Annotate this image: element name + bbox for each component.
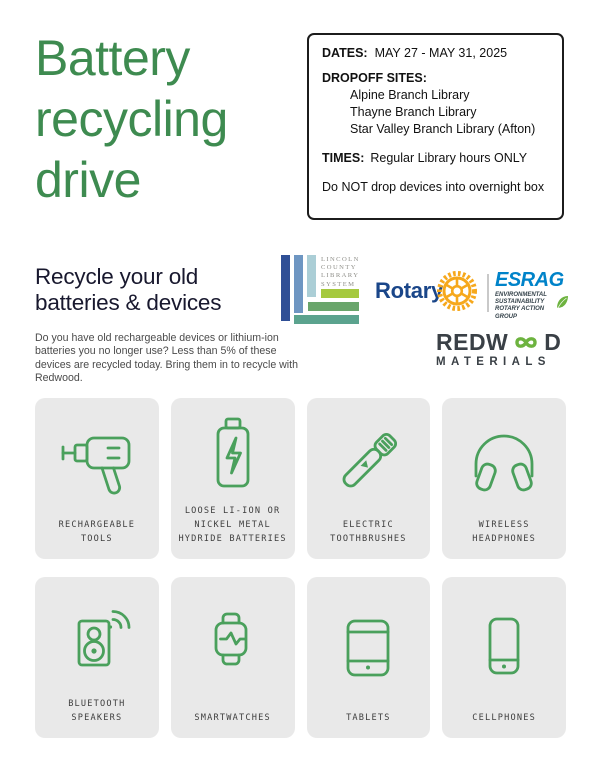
redwood-wordmark xyxy=(436,329,568,354)
logo-divider xyxy=(487,274,489,312)
device-card-label: BLUETOOTH SPEAKERS xyxy=(68,699,126,723)
toothbrush-icon xyxy=(326,406,410,518)
battery-icon xyxy=(191,406,275,504)
dropoff-site: Thayne Branch Library xyxy=(350,105,477,119)
esrag-logo xyxy=(495,269,569,321)
overnight-box-note: Do NOT drop devices into overnight box xyxy=(322,180,545,194)
library-logo-bar xyxy=(308,302,359,311)
event-info-box xyxy=(307,33,564,220)
page-title-line: Battery xyxy=(35,30,190,86)
headphones-icon xyxy=(462,406,546,518)
esrag-subtitle-line: SUSTAINABILITY xyxy=(495,299,545,306)
library-logo-bar xyxy=(281,255,290,321)
dropoff-sites-label: DROPOFF SITES: xyxy=(322,71,427,85)
device-card-label: SMARTWATCHES xyxy=(194,713,271,723)
drill-icon xyxy=(55,406,139,518)
esrag-wordmark: ESRAG xyxy=(495,269,564,291)
cellphone-icon xyxy=(462,585,546,711)
intro-heading-line: Recycle your old xyxy=(35,264,199,289)
dates-label: DATES: xyxy=(322,46,368,60)
device-card-label: CELLPHONES xyxy=(472,713,536,723)
intro-heading-line: batteries & devices xyxy=(35,290,222,315)
library-logo-bar xyxy=(321,289,359,298)
times-value: Regular Library hours ONLY xyxy=(370,151,528,165)
device-cards-grid xyxy=(35,398,566,738)
card-smartwatches xyxy=(171,577,295,738)
library-logo-bar xyxy=(294,315,359,324)
rotary-wheel-icon xyxy=(436,270,478,317)
library-logo-text-line: COUNTY xyxy=(321,264,357,272)
device-card-label: ELECTRIC TOOTHBRUSHES xyxy=(330,520,407,544)
leaf-icon xyxy=(556,295,569,312)
page-title-line: drive xyxy=(35,152,141,208)
library-logo-text-line: LINCOLN xyxy=(321,256,360,263)
esrag-subtitle-line: ENVIRONMENTAL xyxy=(495,292,547,298)
card-bluetooth-speakers xyxy=(35,577,159,738)
dropoff-site: Star Valley Branch Library (Afton) xyxy=(350,122,536,136)
intro-heading xyxy=(35,264,221,316)
tablet-icon xyxy=(326,585,410,711)
intro-body-text: Do you have old rechargeable devices or lithium-ion batteries you no longer use? Less than 5% of these devices are recycled today. Bring them in to recycle with Redwood. xyxy=(35,332,298,385)
redwood-wordmark-part: REDW xyxy=(436,328,509,355)
device-card-label: LOOSE LI-ION OR NICKEL METAL HYDRIDE BATTERIES xyxy=(178,506,287,544)
library-logo-bar xyxy=(294,255,303,313)
card-electric-toothbrushes xyxy=(307,398,431,559)
redwood-materials-logo xyxy=(436,329,568,368)
library-system-logo xyxy=(281,253,359,326)
dates-value: MAY 27 - MAY 31, 2025 xyxy=(374,46,508,60)
infinity-recycle-icon xyxy=(509,332,543,354)
rotary-wordmark: Rotary xyxy=(375,278,443,303)
redwood-materials-label: MATERIALS xyxy=(436,356,551,368)
times-line xyxy=(322,151,549,165)
esrag-subtitle-line: ROTARY ACTION GROUP xyxy=(495,306,545,320)
device-card-label: WIRELESS HEADPHONES xyxy=(472,520,536,544)
card-tablets xyxy=(307,577,431,738)
card-rechargeable-tools xyxy=(35,398,159,559)
dropoff-site: Alpine Branch Library xyxy=(350,88,470,102)
card-wireless-headphones xyxy=(442,398,566,559)
library-logo-text xyxy=(321,256,360,289)
library-logo-text-line: LIBRARY xyxy=(321,272,360,280)
speaker-icon xyxy=(55,585,139,697)
dates-line xyxy=(322,46,549,60)
card-cellphones xyxy=(442,577,566,738)
times-label: TIMES: xyxy=(322,151,365,165)
smartwatch-icon xyxy=(191,585,275,711)
device-card-label: RECHARGEABLE TOOLS xyxy=(58,520,136,544)
library-logo-bar xyxy=(307,255,316,297)
esrag-subtitle xyxy=(495,292,569,321)
page-title xyxy=(35,28,228,211)
page-title-line: recycling xyxy=(35,91,228,147)
redwood-wordmark-part: D xyxy=(544,328,562,355)
library-logo-text-line: SYSTEM xyxy=(321,280,356,288)
card-loose-batteries xyxy=(171,398,295,559)
device-card-label: TABLETS xyxy=(346,713,391,723)
